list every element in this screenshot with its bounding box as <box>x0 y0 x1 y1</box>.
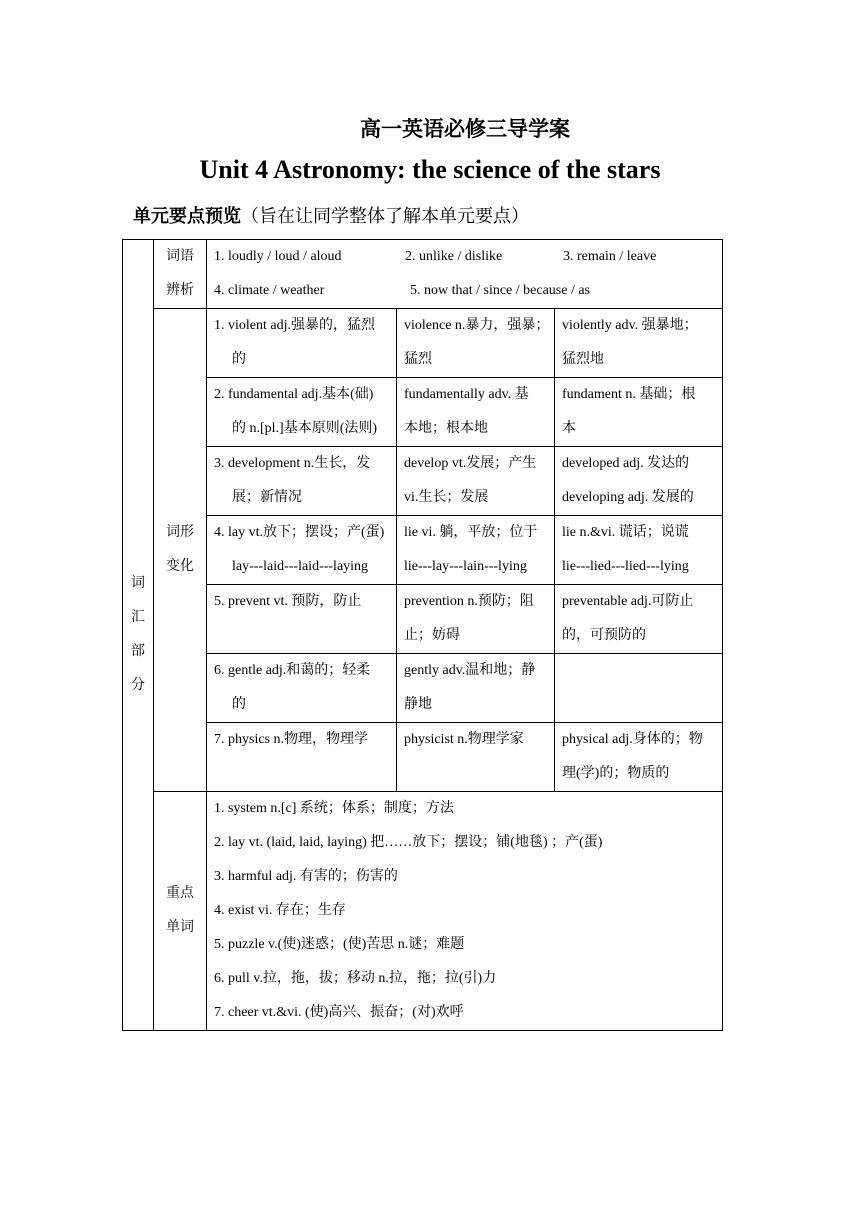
word-form-row: 3. development n.生长，发 展；新情况 develop vt.发展；产生 vi.生长；发展 developed adj. 发达的 developing adj. 发展的 <box>123 447 723 516</box>
list-item: 7. cheer vt.&vi. (使)高兴、振奋；(对)欢呼 <box>214 1005 464 1020</box>
word-form-row: 5. prevent vt. 预防，防止 prevention n.预防；阻 止；妨碍 preventable adj.可防止 的，可预防的 <box>123 585 723 654</box>
list-item: 3. harmful adj. 有害的；伤害的 <box>214 869 398 884</box>
section-heading-note: （旨在让同学整体了解本单元要点） <box>241 206 529 226</box>
word-forms-label: 词形 变化 <box>154 309 207 792</box>
word-analysis-label: 词语 辨析 <box>154 240 207 309</box>
word-form-row: 7. physics n.物理，物理学 physicist n.物理学家 physical adj.身体的；物 理(学)的；物质的 <box>123 723 723 792</box>
word-analysis-row <box>123 240 723 309</box>
unit-subtitle: Unit 4 Astronomy: the science of the stars <box>199 155 661 184</box>
section-heading <box>133 202 529 228</box>
key-words-row <box>123 792 723 1031</box>
list-item: 2. lay vt. (laid, laid, laying) 把……放下；摆设；铺(地毯) ；产(蛋) <box>214 835 603 850</box>
vocabulary-section-label: 词 汇 部 分 <box>123 240 154 1031</box>
word-analysis-content: 1. loudly / loud / aloud 2. unlike / dislike 3. remain / leave 4. climate / weather 5. now that / since / because / as <box>207 240 723 309</box>
list-item: 4. exist vi. 存在；生存 <box>214 903 346 918</box>
list-item: 5. puzzle v.(使)迷惑；(使)苦思 n.谜；难题 <box>214 937 465 952</box>
list-item: 6. pull v.拉，拖，拔；移动 n.拉，拖；拉(引)力 <box>214 971 497 986</box>
section-heading-bold: 单元要点预览 <box>133 206 241 226</box>
list-item: 1. system n.[c] 系统；体系；制度；方法 <box>214 801 454 816</box>
key-words-list <box>207 792 723 1031</box>
word-form-row: 2. fundamental adj.基本(础) 的 n.[pl.]基本原则(法则) fundamentally adv. 基 本地；根本地 fundament n. 基础；根 本 <box>123 378 723 447</box>
word-form-row: 6. gentle adj.和蔼的；轻柔 的 gently adv.温和地；静 静地 <box>123 654 723 723</box>
word-form-row: 4. lay vt.放下；摆设；产(蛋) lay---laid---laid---laying lie vi. 躺，平放；位于 lie---lay---lain---lying lie n.&vi. 谎话；说谎 lie---lied---lied---lying <box>123 516 723 585</box>
key-words-label: 重点 单词 <box>154 792 207 1031</box>
vocabulary-table <box>122 239 723 1031</box>
word-form-row: 词形 变化 1. violent adj.强暴的，猛烈 的 violence n.暴力，强暴； 猛烈 violently adv. 强暴地； 猛烈地 <box>123 309 723 378</box>
page-title: 高一英语必修三导学案 <box>360 117 570 141</box>
